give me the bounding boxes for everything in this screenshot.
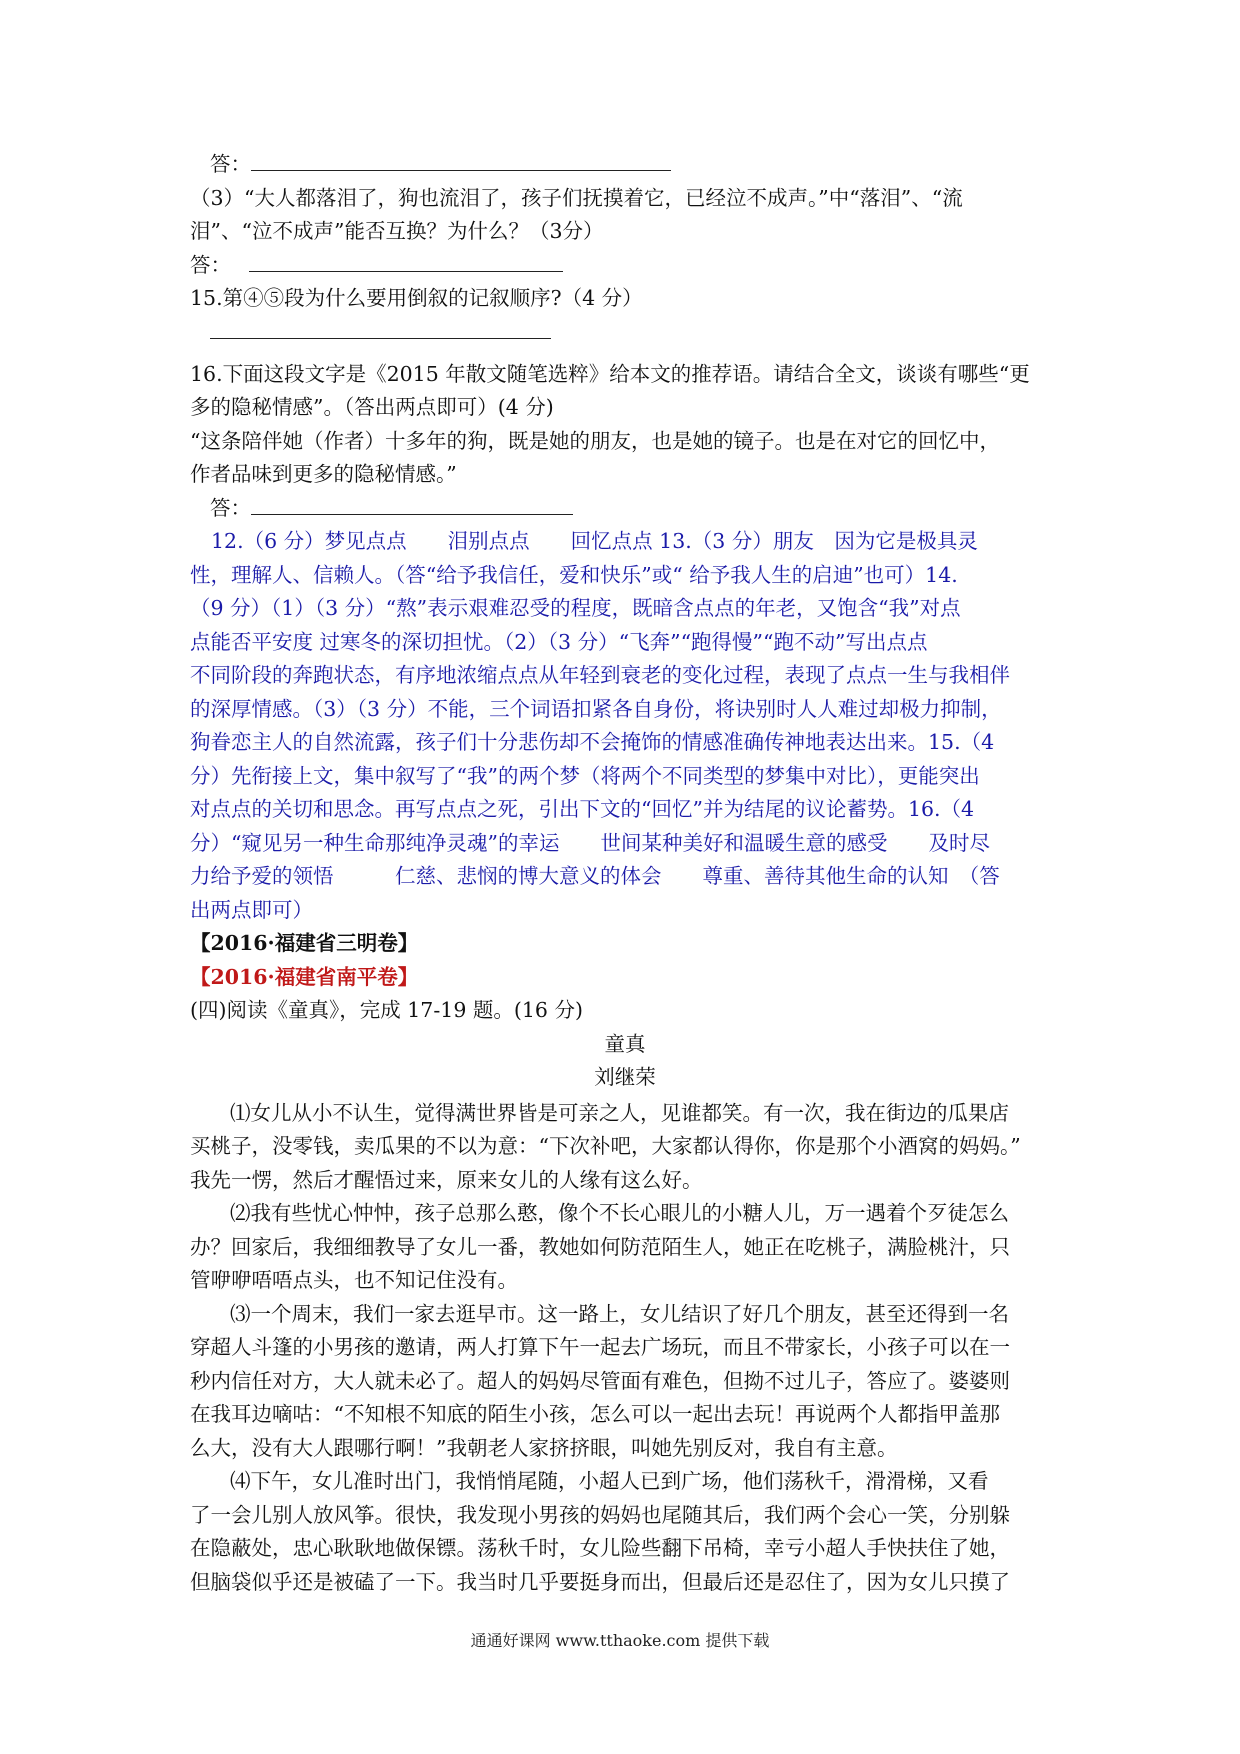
answer-key-line: （9 分）（1）（3 分）“熬”表示艰难忍受的程度，既暗含点点的年老，又饱含“我”对点 [190, 596, 961, 620]
answer-blank-line[interactable] [210, 320, 551, 339]
q14-3-line2: 泪”、“泣不成声”能否互换？为什么？（3分） [190, 219, 604, 243]
paragraph-line: 管咿咿唔唔点头，也不知记住没有。 [190, 1268, 518, 1292]
answer-key-line: 点能否平安度 过寒冬的深切担忧。（2）（3 分）“飞奔”“跑得慢”“跑不动”写出点点 [190, 629, 928, 654]
paragraph-line: 穿超人斗篷的小男孩的邀请，两人打算下午一起去广场玩，而且不带家长，小孩子可以在一 [190, 1335, 1010, 1359]
paragraph-line: 了一会儿别人放风筝。很快，我发现小男孩的妈妈也尾随其后，我们两个会心一笑，分别躲 [190, 1502, 1010, 1527]
answer-blank-line[interactable] [251, 496, 573, 515]
answer-label: 答： [190, 252, 231, 277]
paragraph-line: ⑷下午，女儿准时出门，我悄悄尾随，小超人已到广场，他们荡秋千，滑滑梯，又看 [230, 1469, 989, 1493]
answer-blank-line[interactable] [251, 152, 671, 171]
paragraph-line: 但脑袋似乎还是被磕了一下。我当时几乎要挺身而出，但最后还是忍住了，因为女儿只摸了 [190, 1569, 1010, 1594]
article-paragraph-1 [190, 1097, 1060, 1198]
paragraph-line: 在隐蔽处，忠心耿耿地做保镖。荡秋千时，女儿险些翻下吊椅，幸亏小超人手快扶住了她， [190, 1536, 1010, 1560]
answer-key-line: 狗眷恋主人的自然流露，孩子们十分悲伤却不会掩饰的情感准确传神地表达出来。15.（4 [190, 730, 995, 754]
paragraph-line: ⑴女儿从小不认生，觉得满世界皆是可亲之人，见谁都笑。有一次，我在街边的瓜果店 [230, 1100, 1009, 1125]
q15-text: 15.第④⑤段为什么要用倒叙的记叙顺序?（4 分） [190, 286, 643, 310]
answer-key-line: 性，理解人、信赖人。（答“给予我信任，爱和快乐”或“ 给予我人生的启迪”也可）14. [190, 562, 958, 587]
answer-key-line: 12.（6 分）梦见点点 泪别点点 回忆点点 13.（3 分）朋友 因为它是极具灵 [211, 529, 978, 553]
answer-key-line: 对点点的关切和思念。再写点点之死，引出下文的“回忆”并为结尾的议论蓄势。16.（4 [190, 797, 975, 821]
answer-label: 答： [210, 495, 251, 520]
paragraph-line: ⑵我有些忧心忡忡，孩子总那么憨，像个不长心眼儿的小糖人儿，万一遇着个歹徒怎么 [230, 1201, 1009, 1225]
paragraph-line: ⑶一个周末，我们一家去逛早市。这一路上，女儿结识了好几个朋友，甚至还得到一名 [230, 1301, 1009, 1326]
answer-key-block [190, 525, 1060, 927]
answer-key-line: 不同阶段的奔跑状态，有序地浓缩点点从年轻到衰老的变化过程，表现了点点一生与我相伴 [190, 663, 1010, 687]
section4-intro: (四)阅读《童真》，完成 17-19 题。(16 分) [190, 998, 583, 1022]
paragraph-line: 我先一愣，然后才醒悟过来，原来女儿的人缘有这么好。 [190, 1167, 703, 1192]
paragraph-line: 买桃子，没零钱，卖瓜果的不以为意：“下次补吧，大家都认得你，你是那个小酒窝的妈妈。” [190, 1134, 1021, 1158]
article-paragraph-4 [190, 1465, 1060, 1599]
q16-quote1: “这条陪伴她（作者）十多年的狗，既是她的朋友，也是她的镜子。也是在对它的回忆中， [190, 428, 1000, 453]
q16-line2: 多的隐秘情感”。（答出两点即可）(4 分) [190, 395, 554, 419]
answer-key-line: 的深厚情感。（3）（3 分）不能，三个词语扣紧各自身份，将诀别时人人难过却极力抑制， [190, 696, 1002, 721]
paragraph-line: 么大，没有大人跟哪行啊！”我朝老人家挤挤眼，叫她先别反对，我自有主意。 [190, 1435, 898, 1460]
q16-line1: 16.下面这段文字是《2015 年散文随笔选粹》给本文的推荐语。请结合全文，谈谈有哪些“更 [190, 361, 1030, 386]
answer-blank-line[interactable] [249, 253, 563, 272]
content-area [190, 148, 1060, 1599]
answer-key-line: 出两点即可） [190, 897, 313, 922]
q15-answer-row [190, 316, 1060, 358]
answer-key-line: 分）“窥见另一种生命那纯净灵魂”的幸运 世间某种美好和温暖生意的感受 及时尽 [190, 830, 990, 855]
article-title: 童真 [604, 1031, 646, 1056]
article-paragraph-3 [190, 1298, 1060, 1466]
article-paragraph-2 [190, 1197, 1060, 1298]
answer-key-line: 力给予爱的领悟 仁慈、悲悯的博大意义的体会 尊重、善待其他生命的认知 （答 [190, 864, 1000, 888]
paragraph-line: 在我耳边嘀咕：“不知根不知底的陌生小孩，怎么可以一起出去玩！再说两个人都指甲盖那 [190, 1402, 1000, 1426]
heading-nanping: 【2016·福建省南平卷】 [190, 964, 419, 989]
heading-sanming: 【2016·福建省三明卷】 [190, 931, 419, 955]
q16-answer-row [190, 492, 1060, 526]
q14-2-answer-row [190, 148, 1060, 182]
q16-quote2: 作者品味到更多的隐秘情感。” [190, 462, 457, 486]
q14-3-answer-row [190, 249, 1060, 283]
q14-3-line1: （3）“大人都落泪了，狗也流泪了，孩子们抚摸着它，已经泣不成声。”中“落泪”、“流 [190, 185, 963, 210]
paragraph-line: 秒内信任对方，大人就未必了。超人的妈妈尽管面有难色，但拗不过儿子，答应了。婆婆则 [190, 1368, 1010, 1393]
page-footer[interactable]: 通通好课网 www.tthaoke.com 提供下载 [470, 1631, 770, 1650]
answer-label: 答： [210, 152, 251, 176]
answer-key-line: 分）先衔接上文，集中叙写了“我”的两个梦（将两个不同类型的梦集中对比），更能突出 [190, 763, 980, 788]
paragraph-line: 办？回家后，我细细教导了女儿一番，教她如何防范陌生人，她正在吃桃子，满脸桃汁，只 [190, 1234, 1010, 1259]
article-author: 刘继荣 [594, 1065, 656, 1089]
